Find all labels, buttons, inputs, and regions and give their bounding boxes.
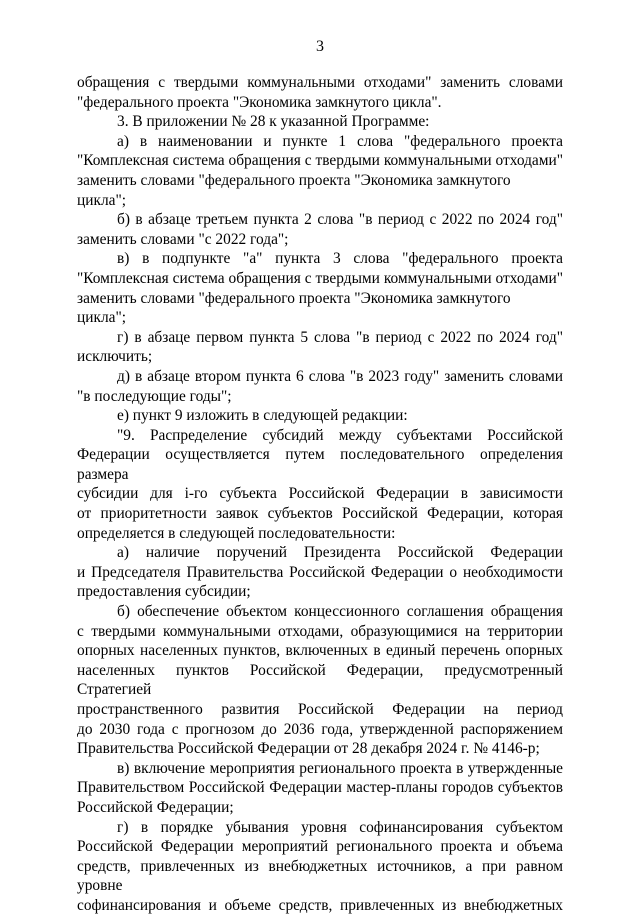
text-line: г) в абзаце первом пункта 5 слова "в период с 2022 по 2024 год" (117, 328, 563, 346)
text-line: д) в абзаце втором пункта 6 слова "в 2023 году" заменить словами (117, 367, 563, 385)
paragraph (77, 426, 563, 544)
text-line: предоставления субсидии; (77, 583, 251, 601)
text-line: средств, привлеченных из внебюджетных источников, а при равном уровне (77, 857, 563, 895)
text-line: Правительства Российской Федерации от 28 декабря 2024 г. № 4146-р; (77, 740, 540, 758)
text-line: опорных населенных пунктов, включенных в единый перечень опорных (77, 642, 563, 660)
text-line: б) в абзаце третьем пункта 2 слова "в период с 2022 по 2024 год" (117, 211, 563, 229)
paragraph (77, 759, 563, 818)
text-line: Федерации осуществляется путем последовательного определения размера (77, 446, 563, 483)
paragraph (77, 602, 563, 759)
paragraph (77, 210, 563, 249)
text-line: и Председателя Правительства Российской Федерации о необходимости (77, 563, 563, 581)
text-line: софинансирования и объеме средств, привлеченных из внебюджетных (77, 896, 563, 914)
text-line: обращения с твердыми коммунальными отходами" заменить словами (77, 74, 563, 91)
text-line: 3. В приложении № 28 к указанной Программе: (117, 113, 430, 131)
paragraph (77, 818, 563, 916)
paragraph (77, 328, 563, 367)
text-line: определяется в следующей последовательности: (77, 524, 396, 542)
text-line: населенных пунктов Российской Федерации, предусмотренный Стратегией (77, 661, 563, 699)
text-line: а) в наименовании и пункте 1 слова "федерального проекта (117, 132, 563, 150)
text-line: "9. Распределение субсидий между субъектами Российской (117, 426, 563, 444)
text-line: в) в подпункте "а" пункта 3 слова "федерального проекта (117, 250, 563, 268)
text-line: е) пункт 9 изложить в следующей редакции: (117, 407, 408, 425)
paragraph (77, 132, 563, 210)
paragraph (77, 112, 563, 132)
text-line: "федерального проекта "Экономика замкнутого цикла". (77, 93, 442, 111)
text-line: заменить словами "федерального проекта "Экономика замкнутого цикла"; (77, 289, 511, 327)
text-line: Российской Федерации; (77, 798, 234, 816)
text-line: исключить; (77, 348, 153, 366)
document-body (77, 73, 563, 916)
paragraph (77, 73, 563, 112)
text-line: пространственного развития Российской Федерации на период (77, 701, 563, 718)
text-line: в) включение мероприятия регионального проекта в утвержденные (117, 759, 563, 777)
paragraph (77, 249, 563, 327)
page-number: 3 (316, 38, 324, 55)
text-line: субсидии для i-го субъекта Российской Федерации в зависимости (77, 485, 563, 503)
text-line: с твердыми коммунальными отходами, образующимися на территории (77, 622, 563, 640)
text-line: до 2030 года с прогнозом до 2036 года, утвержденной распоряжением (77, 720, 563, 738)
text-line: от приоритетности заявок субъектов Российской Федерации, которая (77, 505, 563, 523)
paragraph (77, 367, 563, 406)
text-line: г) в порядке убывания уровня софинансирования субъектом (117, 818, 563, 836)
text-line: "в последующие годы"; (77, 387, 232, 405)
text-line: заменить словами "федерального проекта "Экономика замкнутого цикла"; (77, 171, 511, 209)
text-line: "Комплексная система обращения с твердыми коммунальными отходами" (77, 152, 563, 170)
text-line: "Комплексная система обращения с твердыми коммунальными отходами" (77, 269, 563, 287)
paragraph (77, 406, 563, 426)
text-line: заменить словами "с 2022 года"; (77, 230, 289, 248)
text-line: Российской Федерации мероприятий регионального проекта и объема (77, 838, 563, 856)
paragraph (77, 543, 563, 602)
text-line: а) наличие поручений Президента Российской Федерации (117, 544, 563, 562)
text-line: Правительством Российской Федерации мастер-планы городов субъектов (77, 779, 563, 797)
text-line: б) обеспечение объектом концессионного соглашения обращения (117, 603, 563, 621)
